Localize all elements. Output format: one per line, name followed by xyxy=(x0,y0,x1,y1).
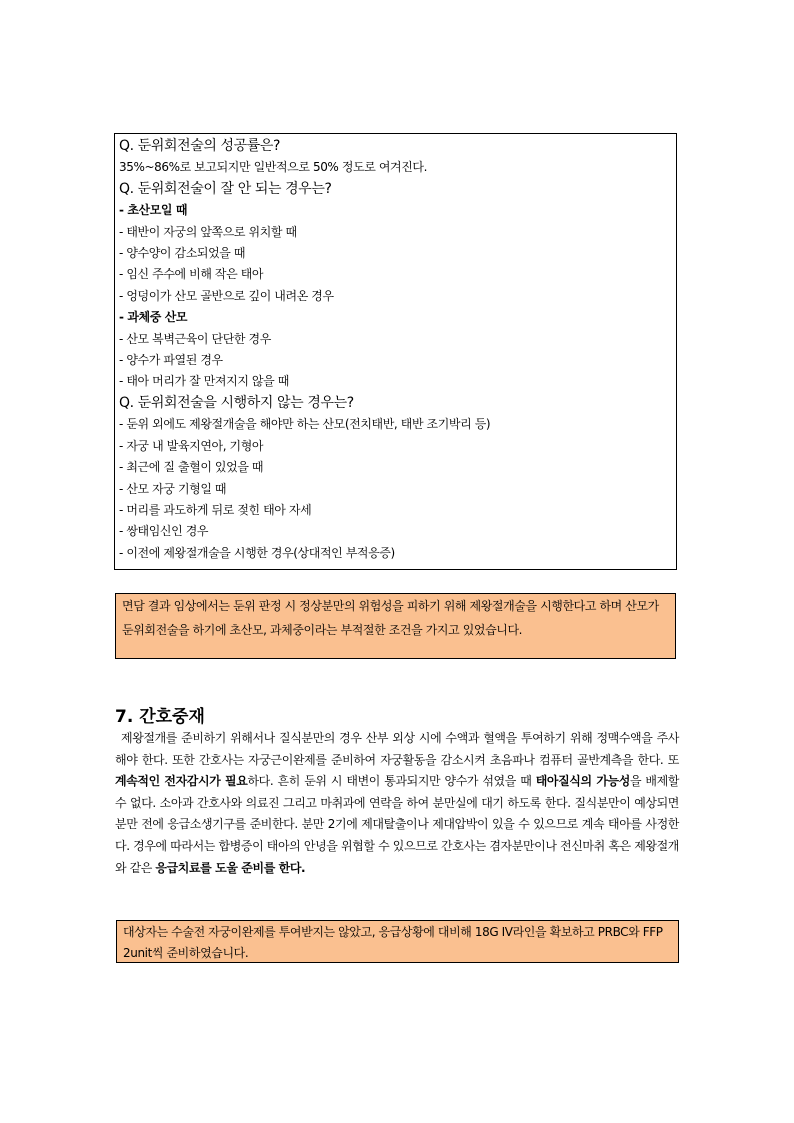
qa-line: - 이전에 제왕절개술을 시행한 경우(상대적인 부적응증) xyxy=(119,545,395,560)
body-bold-2: 태아질식의 가능성 xyxy=(535,774,630,789)
interview-note-text: 면담 결과 임상에서는 둔위 판정 시 정상분만의 위험성을 피하기 위해 제왕절개술을 시행한다고 하며 산모가 둔위회전술을 하기에 초산모, 과체중이라는 부적절한 조건을 가지고 있었습니다. xyxy=(122,599,659,637)
qa-line: 35%~86%로 보고되지만 일반적으로 50% 정도로 여겨진다. xyxy=(119,160,428,175)
body-text-2: 하다. 흔히 둔위 시 태변이 통과되지만 양수가 섞였을 때 xyxy=(247,774,536,789)
body-text-3: 을 배제할 수 없다. 소아과 간호사와 의료진 그리고 마취과에 연락을 하여 분만실에 대기 하도록 한다. 질식분만이 예상되면 분만 전에 응급소생기구를 준비한다. 분만 2기에 제대탈출이나 제대압박이 있을 수 있으므로 계속 태아를 사정한다. 경우에 따라서는 합병증이 태아의 안녕을 위협할 수 있으므로 간호사는 겸자분만이나 전신마취 혹은 제왕절개와 같은 xyxy=(115,774,680,875)
body-text-1: 제왕절개를 준비하기 위해서나 질식분만의 경우 산부 외상 시에 수액과 혈액을 투여하기 위해 정맥수액을 주사해야 한다. 또한 간호사는 자궁근이완제를 준비하여 자궁활동을 감소시켜 초음파나 컴퓨터 골반계측을 한다. 또 xyxy=(115,731,679,767)
qa-line: - 둔위 외에도 제왕절개술을 해야만 하는 산모(전치태반, 태반 조기박리 등) xyxy=(119,417,491,432)
qa-line: - 최근에 질 출혈이 있었을 때 xyxy=(119,460,264,475)
qa-question: Q. 둔위회전술의 성공률은? xyxy=(119,138,281,154)
qa-line: - 산모 복벽근육이 단단한 경우 xyxy=(119,331,271,346)
qa-box xyxy=(114,133,677,570)
qa-line: - 태반이 자궁의 앞쪽으로 위치할 때 xyxy=(119,224,297,239)
qa-line: - 자궁 내 발육지연아, 기형아 xyxy=(119,438,264,453)
body-bold-3: 응급치료를 도울 준비를 한다. xyxy=(155,860,306,875)
qa-line: - 과체중 산모 xyxy=(119,310,188,325)
body-bold-1: 계속적인 전자감시가 필요 xyxy=(115,774,248,789)
qa-line: - 머리를 과도하게 뒤로 젖힌 태아 자세 xyxy=(119,502,312,517)
patient-note xyxy=(116,920,679,963)
section-heading: 7. 간호중재 xyxy=(115,707,205,727)
qa-line: - 쌍태임신인 경우 xyxy=(119,524,209,539)
qa-question: Q. 둔위회전술을 시행하지 않는 경우는? xyxy=(119,394,354,411)
qa-question: Q. 둔위회전술이 잘 안 되는 경우는? xyxy=(119,180,332,197)
qa-line: - 양수양이 감소되었을 때 xyxy=(119,246,246,261)
interview-note xyxy=(115,593,676,659)
qa-line: - 초산모일 때 xyxy=(119,203,188,218)
patient-note-text: 대상자는 수술전 자궁이완제를 투여받지는 않았고, 응급상황에 대비해 18G IV라인을 확보하고 PRBC와 FFP 2unit씩 준비하였습니다. xyxy=(123,925,663,960)
qa-line: - 태아 머리가 잘 만져지지 않을 때 xyxy=(119,374,289,389)
qa-line: - 산모 자궁 기형일 때 xyxy=(119,481,227,496)
qa-line: - 엉덩이가 산모 골반으로 깊이 내려온 경우 xyxy=(119,288,334,303)
qa-line: - 임신 주수에 비해 작은 태아 xyxy=(119,267,264,282)
section-body xyxy=(115,728,679,879)
qa-line: - 양수가 파열된 경우 xyxy=(119,353,223,368)
